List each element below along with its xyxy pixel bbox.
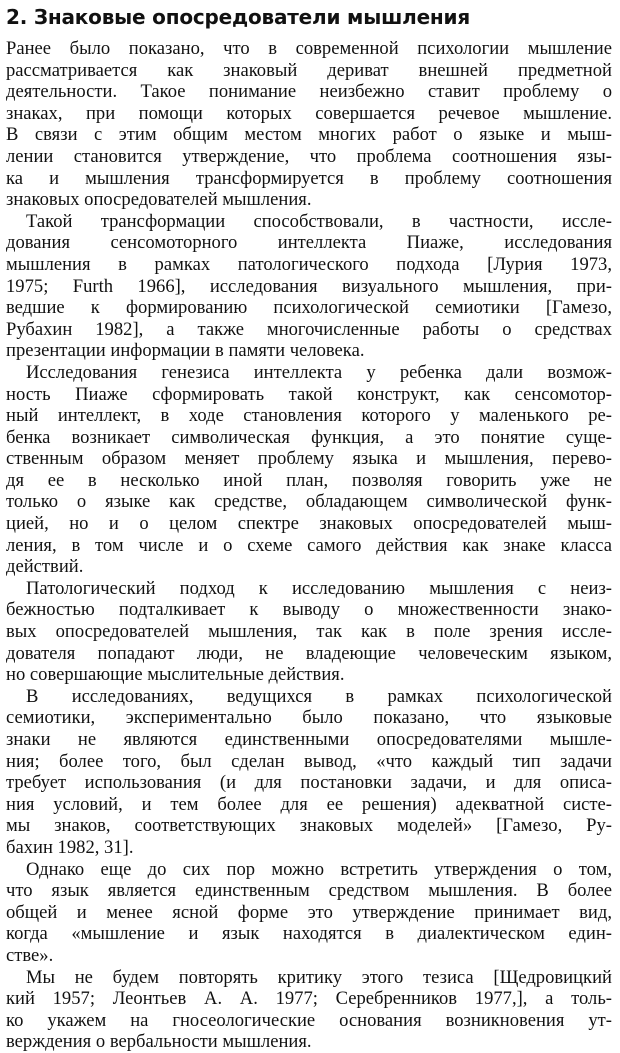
body-text xyxy=(6,38,612,1053)
text-line: ственным образом меняет проблему языка и мышления, перево- xyxy=(6,448,612,470)
text-line: ния условий, и тем более для ее решения) адекватной систе- xyxy=(6,793,612,815)
text-line: семиотики, экспериментально было показано, что языковые xyxy=(6,707,612,729)
text-line: 1975; Furth 1966], исследования визуального мышления, при- xyxy=(6,275,612,297)
text-line: ведшие к формированию психологической семиотики [Гамезо, xyxy=(6,297,612,319)
text-line: когда «мышление и язык находятся в диалектическом един- xyxy=(6,923,612,945)
text-line: действий. xyxy=(6,556,84,578)
text-line: В исследованиях, ведущихся в рамках психологической xyxy=(26,685,612,707)
text-line: В связи с этим общим местом многих работ о языке и мыш- xyxy=(6,124,612,146)
text-line: Мы не будем повторять критику этого тезиса [Щедровицкий xyxy=(26,966,612,988)
text-line: только о языке как средстве, обладающем символической функ- xyxy=(6,491,612,513)
text-line: лении становится утверждение, что проблема соотношения язы- xyxy=(6,145,612,167)
text-line: но совершающие мыслительные действия. xyxy=(6,664,345,686)
paragraph xyxy=(6,362,612,578)
text-line: Однако еще до сих пор можно встретить утверждения о том, xyxy=(26,858,612,880)
text-line: ный интеллект, в ходе становления которого у маленького ре- xyxy=(6,405,612,427)
text-line: что язык является единственным средством мышления. В более xyxy=(6,880,612,902)
text-line: дователя попадают люди, не владеющие человеческим языком, xyxy=(6,642,612,664)
text-line: знаках, при помощи которых совершается речевое мышление. xyxy=(6,102,612,124)
text-line: деятельности. Такое понимание неизбежно ставит проблему о xyxy=(6,81,612,103)
text-line: ность Пиаже сформировать такой конструкт, как сенсомотор- xyxy=(6,383,612,405)
text-line: верждения о вербальности мышления. xyxy=(6,1031,312,1053)
text-line: дования сенсомоторного интеллекта Пиаже, исследования xyxy=(6,232,612,254)
paragraph xyxy=(6,211,612,362)
text-line: требует использования (и для постановки задачи, и для описа- xyxy=(6,772,612,794)
text-line: мы знаков, соответствующих знаковых моделей» [Гамезо, Ру- xyxy=(6,815,612,837)
text-line: вых опосредователей мышления, так как в поле зрения иссле- xyxy=(6,621,612,643)
text-line: Патологический подход к исследованию мышления с неиз- xyxy=(26,577,612,599)
text-line: Такой трансформации способствовали, в частности, иссле- xyxy=(26,210,612,232)
text-line: Рубахин 1982], а также многочисленные работы о средствах xyxy=(6,318,612,340)
text-line: Исследования генезиса интеллекта у ребенка дали возмож- xyxy=(26,361,612,383)
text-line: знаковых опосредователей мышления. xyxy=(6,189,312,211)
paragraph xyxy=(6,686,612,859)
text-line: рассматривается как знаковый дериват внешней предметной xyxy=(6,59,612,81)
text-line: знаки не являются единственными опосредователями мышле- xyxy=(6,729,612,750)
text-line: ка и мышления трансформируется в проблему соотношения xyxy=(6,167,612,189)
paragraph xyxy=(6,967,612,1053)
text-line: бежностью подталкивает к выводу о множественности знако- xyxy=(6,599,612,621)
text-line: бенка возникает символическая функция, а это понятие суще- xyxy=(6,426,612,448)
text-line: кий 1957; Леонтьев А. А. 1977; Серебренников 1977,], а толь- xyxy=(6,988,612,1010)
text-line: общей и менее ясной форме это утверждение принимает вид, xyxy=(6,901,612,923)
text-line: ко укажем на гносеологические основания возникновения ут- xyxy=(6,1009,612,1031)
paragraph xyxy=(6,578,612,686)
text-line: ния; более того, был сделан вывод, «что каждый тип задачи xyxy=(6,750,612,772)
paragraph xyxy=(6,859,612,967)
text-line: Ранее было показано, что в современной психологии мышление xyxy=(6,38,612,59)
text-line: мышления в рамках патологического подхода [Лурия 1973, xyxy=(6,253,612,275)
text-line: бахин 1982, 31]. xyxy=(6,836,134,858)
text-line: презентации информации в памяти человека. xyxy=(6,340,365,362)
section-heading: 2. Знаковые опосредователи мышления xyxy=(6,5,471,29)
text-line: ления, в том числе и о схеме самого действия как знаке класса xyxy=(6,534,612,556)
text-line: дя ее в несколько иной план, позволяя говорить уже не xyxy=(6,469,612,491)
paragraph xyxy=(6,38,612,211)
text-line: цией, но и о целом спектре знаковых опосредователей мыш- xyxy=(6,513,612,535)
text-line: стве». xyxy=(6,944,54,966)
